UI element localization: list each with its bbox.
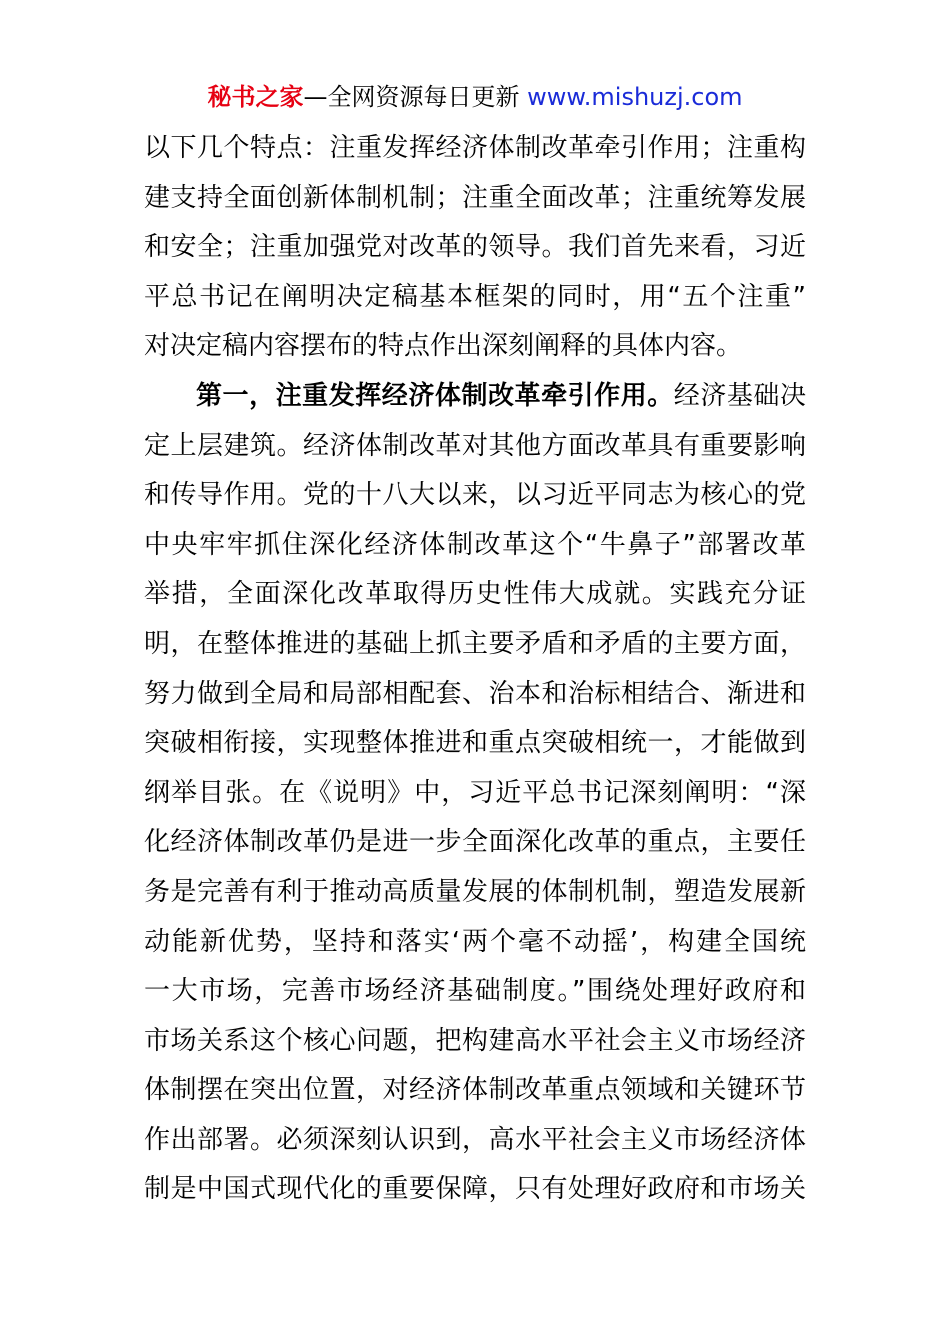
text-line: 务是完善有利于推动高质量发展的体制机制，塑造发展新 — [144, 876, 806, 907]
text-line: 化经济体制改革仍是进一步全面深化改革的重点，主要任 — [144, 827, 806, 858]
text-line: 中央牢牢抓住深化经济体制改革这个“牛鼻子”部署改革 — [144, 529, 806, 560]
section-first-line — [144, 372, 806, 422]
text-line: 定上层建筑。经济体制改革对其他方面改革具有重要影响 — [144, 430, 806, 461]
text-line: 和安全；注重加强党对改革的领导。我们首先来看，习近 — [144, 232, 806, 263]
page-header — [0, 80, 950, 114]
text-line: 和传导作用。党的十八大以来，以习近平同志为核心的党 — [144, 480, 806, 511]
text-line: 一大市场，完善市场经济基础制度。”围绕处理好政府和 — [144, 976, 806, 1007]
text-line: 平总书记在阐明决定稿基本框架的同时，用“五个注重” — [144, 281, 806, 312]
text-line: 举措，全面深化改革取得历史性伟大成就。实践充分证 — [144, 579, 806, 610]
website-url[interactable]: www.mishuzj.com — [527, 83, 743, 111]
header-tagline: —全网资源每日更新 — [303, 83, 520, 111]
text-line: 作出部署。必须深刻认识到，高水平社会主义市场经济体 — [144, 1124, 806, 1155]
section-first-line-text: 经济基础决 — [673, 380, 806, 411]
text-line: 建支持全面创新体制机制；注重全面改革；注重统筹发展 — [144, 182, 806, 213]
text-line: 市场关系这个核心问题，把构建高水平社会主义市场经济 — [144, 1025, 806, 1056]
text-line: 努力做到全局和局部相配套、治本和治标相结合、渐进和 — [144, 678, 806, 709]
section-heading: 第一，注重发挥经济体制改革牵引作用。 — [196, 380, 674, 411]
text-line: 动能新优势，坚持和落实‘两个毫不动摇’，构建全国统 — [144, 926, 806, 957]
text-line: 体制摆在突出位置，对经济体制改革重点领域和关键环节 — [144, 1075, 806, 1106]
text-line: 对决定稿内容摆布的特点作出深刻阐释的具体内容。 — [144, 331, 743, 362]
text-line: 明，在整体推进的基础上抓主要矛盾和矛盾的主要方面， — [144, 628, 806, 659]
text-line: 制是中国式现代化的重要保障，只有处理好政府和市场关 — [144, 1174, 806, 1205]
text-line: 纲举目张。在《说明》中，习近平总书记深刻阐明：“深 — [144, 777, 806, 808]
body-text — [144, 124, 806, 1215]
text-line: 突破相衔接，实现整体推进和重点突破相统一，才能做到 — [144, 728, 806, 759]
brand-name: 秘书之家 — [207, 83, 304, 111]
text-line: 以下几个特点：注重发挥经济体制改革牵引作用；注重构 — [144, 133, 806, 163]
